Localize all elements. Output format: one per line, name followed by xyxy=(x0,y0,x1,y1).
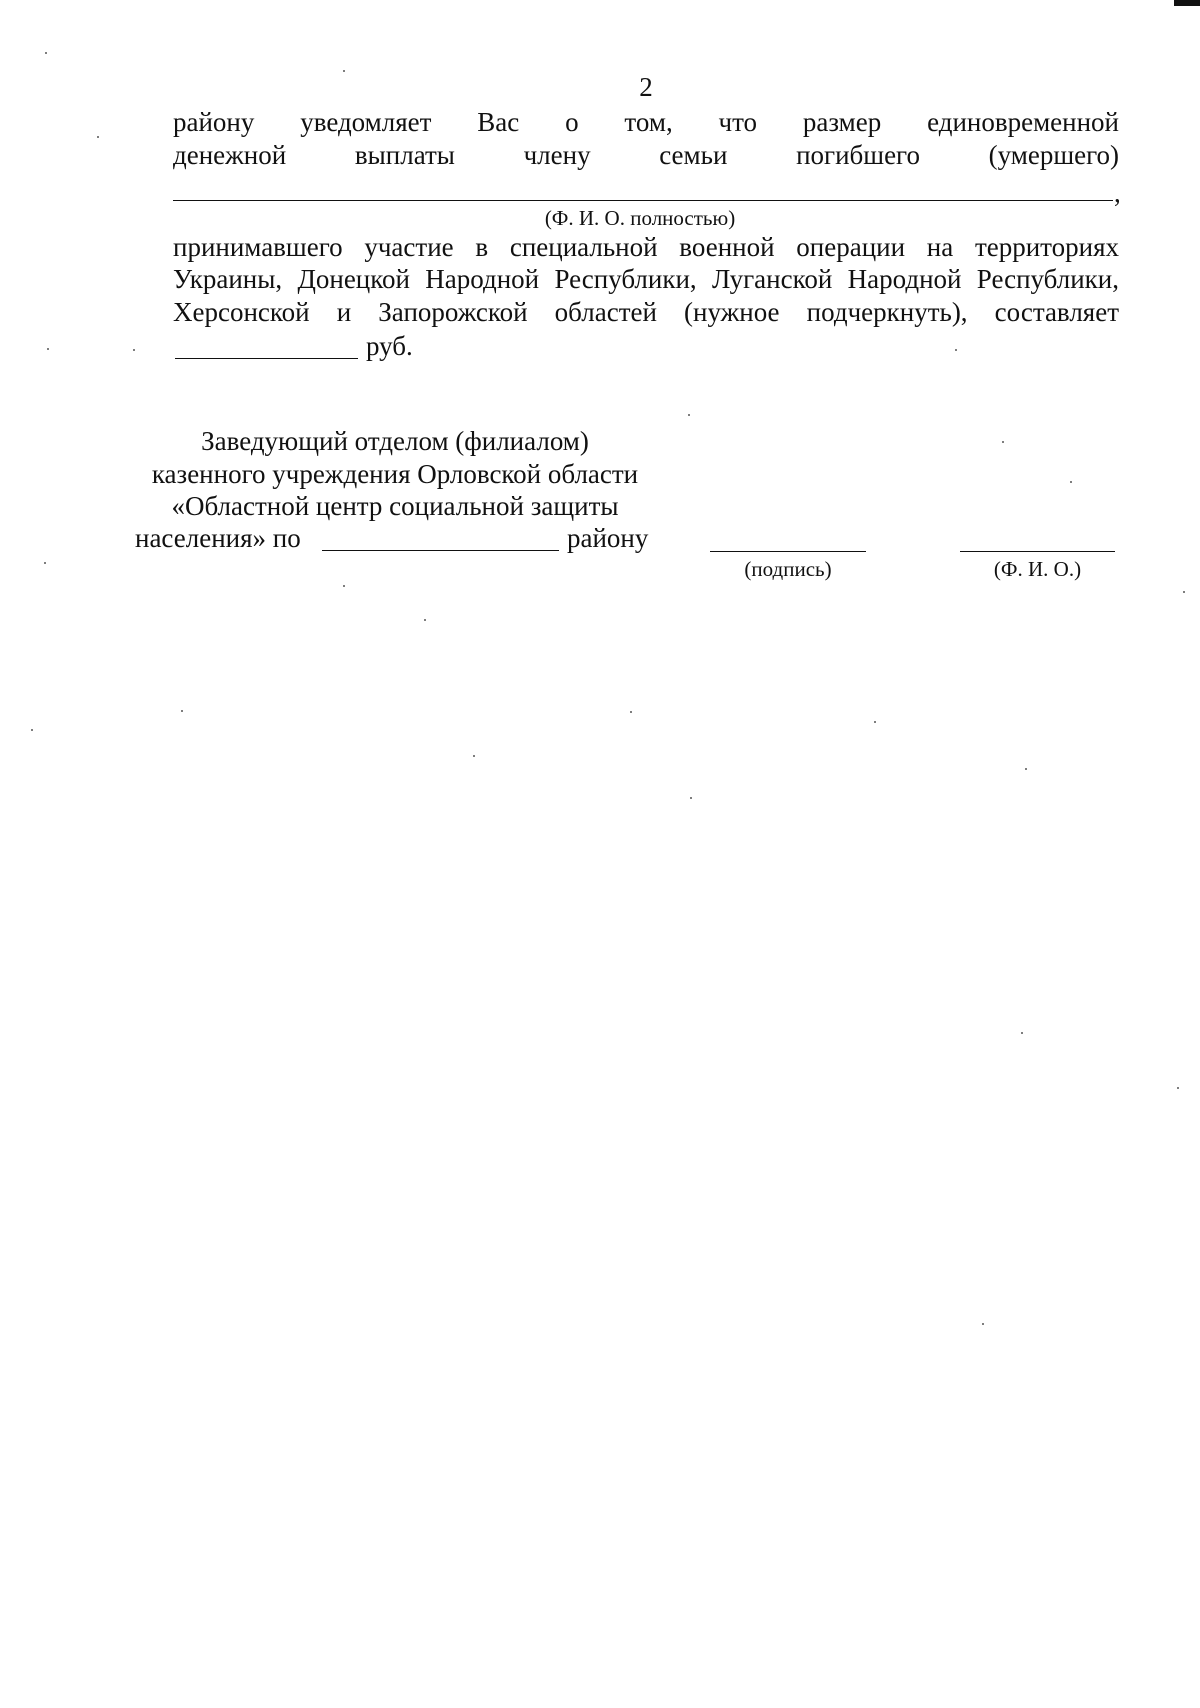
body-line-2: денежной выплаты члену семьи погибшего (умершего) xyxy=(173,140,1119,170)
scan-speck xyxy=(97,136,99,138)
scan-speck xyxy=(1002,441,1004,443)
signatory-position-line-2: казенного учреждения Орловской области xyxy=(151,459,639,489)
full-name-caption: (Ф. И. О. полностью) xyxy=(544,206,736,230)
scan-speck xyxy=(181,710,183,712)
fio-blank-line xyxy=(960,551,1115,552)
scan-speck xyxy=(1025,768,1027,770)
scan-speck xyxy=(31,729,33,731)
scan-speck xyxy=(133,349,135,351)
scan-speck xyxy=(1021,1032,1023,1034)
scan-corner-mark xyxy=(1174,0,1200,6)
body-line-4: Украины, Донецкой Народной Республики, Луганской Народной Республики, xyxy=(173,264,1119,294)
scan-speck xyxy=(874,721,876,723)
body-line-5: Херсонской и Запорожской областей (нужное подчеркнуть), составляет xyxy=(173,297,1119,327)
scan-speck xyxy=(343,585,345,587)
scan-speck xyxy=(44,562,46,564)
signatory-position-line-4-suffix: району xyxy=(567,523,649,553)
scan-speck xyxy=(630,711,632,713)
scan-speck xyxy=(1183,591,1185,593)
scan-speck xyxy=(955,349,957,351)
scan-speck xyxy=(1070,481,1072,483)
scan-speck xyxy=(688,414,690,416)
page-number: 2 xyxy=(639,72,653,102)
amount-blank-line xyxy=(175,358,358,359)
amount-suffix: руб. xyxy=(366,331,413,361)
scan-speck xyxy=(1177,1087,1179,1089)
signatory-position-line-4-prefix: населения» по xyxy=(135,523,301,553)
signature-blank-line xyxy=(710,551,866,552)
scan-speck xyxy=(45,52,47,54)
fio-caption: (Ф. И. О.) xyxy=(993,557,1082,581)
signatory-position-line-3: «Областной центр социальной защиты xyxy=(171,491,619,521)
district-blank-line xyxy=(322,550,559,551)
signature-caption: (подпись) xyxy=(744,557,832,581)
scan-speck xyxy=(47,348,49,350)
full-name-line-comma: , xyxy=(1114,178,1121,208)
scan-speck xyxy=(982,1323,984,1325)
scan-speck xyxy=(343,70,345,72)
full-name-blank-line xyxy=(173,200,1113,201)
scan-speck xyxy=(690,797,692,799)
scan-speck xyxy=(424,619,426,621)
body-line-1: району уведомляет Вас о том, что размер единовременной xyxy=(173,107,1119,137)
signatory-position-line-1: Заведующий отделом (филиалом) xyxy=(201,426,589,456)
body-line-3: принимавшего участие в специальной военной операции на территориях xyxy=(173,232,1119,262)
scan-speck xyxy=(473,755,475,757)
